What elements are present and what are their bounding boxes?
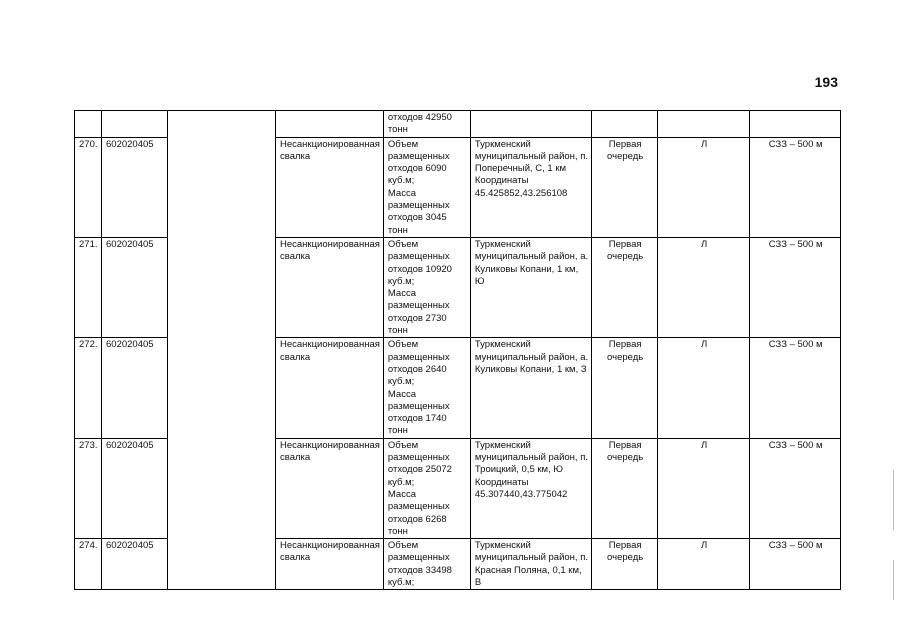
waste-code-text: 602020405: [106, 540, 154, 552]
waste-amount-line: куб.м;: [387, 576, 415, 588]
waste-amount-line: Масса: [387, 488, 416, 500]
priority-line: очередь: [607, 351, 644, 363]
row-number: [75, 539, 102, 590]
waste-amount-line: тонн: [387, 525, 408, 537]
object-type-line: свалка: [280, 351, 311, 363]
location: [470, 137, 591, 237]
object-type-line: Несанкционированная: [280, 339, 380, 351]
location-cell: [470, 111, 591, 138]
waste-amount-line: тонн: [387, 325, 408, 337]
mark: [658, 338, 750, 438]
sanitary-zone-text: СЗЗ – 500 м: [768, 138, 823, 150]
waste-code: [102, 539, 168, 590]
page-number: 193: [814, 74, 838, 90]
row-number: [75, 237, 102, 337]
merged-empty-cell: [168, 111, 276, 590]
waste-amount: [383, 137, 470, 237]
row-number-text: 270.: [79, 138, 98, 150]
waste-amount-line: Объем: [387, 339, 419, 351]
object-type-line: свалка: [280, 251, 311, 263]
sanitary-zone: [750, 237, 841, 337]
object-type: [276, 237, 384, 337]
object-type: [276, 338, 384, 438]
row-number: [75, 438, 102, 538]
location-line: муниципальный район, п.: [474, 552, 588, 564]
waste-amount-line: куб.м;: [387, 275, 415, 287]
waste-amount-line: размещенных: [387, 552, 450, 564]
row-number-text: 273.: [79, 439, 98, 451]
object-type: [276, 539, 384, 590]
mark-text: Л: [701, 439, 708, 451]
location-line: 45.425852,43.256108: [474, 187, 568, 199]
row-number: [75, 338, 102, 438]
waste-amount-line: Масса: [387, 187, 416, 199]
continuation-row: [75, 111, 841, 138]
waste-amount-line: куб.м;: [387, 175, 415, 187]
waste-code-text: 602020405: [106, 238, 154, 250]
priority: [592, 237, 658, 337]
location: [470, 539, 591, 590]
mark: [658, 237, 750, 337]
location-line: Туркменский: [474, 238, 531, 250]
location: [470, 438, 591, 538]
object-type-line: свалка: [280, 552, 311, 564]
object-type-line: Несанкционированная: [280, 540, 380, 552]
num-cell: [75, 111, 102, 138]
sanitary-zone: [750, 539, 841, 590]
waste-amount-line: тонн: [387, 425, 408, 437]
sanitary-zone: [750, 438, 841, 538]
priority: [592, 539, 658, 590]
priority-line: очередь: [607, 452, 644, 464]
location-line: муниципальный район, п.: [474, 452, 588, 464]
waste-amount-line: отходов 6090: [387, 163, 447, 175]
waste-amount-line: куб.м;: [387, 476, 415, 488]
object-type: [276, 438, 384, 538]
priority-line: очередь: [607, 251, 644, 263]
location: [470, 237, 591, 337]
waste-amount-line: размещенных: [387, 452, 450, 464]
waste-amount-line: Масса: [387, 388, 416, 400]
location-line: муниципальный район, п.: [474, 150, 588, 162]
amount-cell: [383, 111, 470, 138]
waste-amount-line: размещенных: [387, 501, 450, 513]
object-type-line: Несанкционированная: [280, 238, 380, 250]
object-type-line: Несанкционированная: [280, 439, 380, 451]
priority: [592, 438, 658, 538]
location-line: Туркменский: [474, 540, 531, 552]
waste-amount-line: отходов 6268: [387, 513, 447, 525]
priority-line: Первая: [608, 138, 642, 150]
type-cell: [276, 111, 384, 138]
waste-amount-line: отходов 3045: [387, 212, 447, 224]
location-line: Куликовы Копани, 1 км,: [474, 263, 579, 275]
location: [470, 338, 591, 438]
waste-amount-line: размещенных: [387, 200, 450, 212]
priority-line: Первая: [608, 339, 642, 351]
waste-code-text: 602020405: [106, 138, 154, 150]
priority-line: очередь: [607, 150, 644, 162]
waste-amount-line: куб.м;: [387, 376, 415, 388]
priority: [592, 137, 658, 237]
location-line: Красная Поляна, 0,1 км,: [474, 564, 582, 576]
priority-line: Первая: [608, 540, 642, 552]
waste-code: [102, 338, 168, 438]
location-line: Троицкий, 0,5 км, Ю: [474, 464, 563, 476]
sanitary-zone: [750, 137, 841, 237]
waste-amount-line: размещенных: [387, 300, 450, 312]
mark-text: Л: [701, 138, 708, 150]
code-cell: [102, 111, 168, 138]
zone-cell: [750, 111, 841, 138]
sanitary-zone: [750, 338, 841, 438]
waste-amount: [383, 438, 470, 538]
waste-amount-line: отходов 33498: [387, 564, 452, 576]
waste-sites-table: [74, 110, 841, 590]
priority-line: очередь: [607, 552, 644, 564]
row-number-text: 274.: [79, 540, 98, 552]
waste-amount-line: Объем: [387, 540, 419, 552]
object-type-line: свалка: [280, 452, 311, 464]
waste-amount-line: отходов 2730: [387, 312, 447, 324]
waste-amount-line: размещенных: [387, 150, 450, 162]
waste-amount-line: отходов 2640: [387, 363, 447, 375]
row-number-text: 271.: [79, 238, 98, 250]
waste-code: [102, 438, 168, 538]
waste-amount-line: Масса: [387, 288, 416, 300]
waste-code: [102, 237, 168, 337]
scan-edge-mark: [893, 560, 894, 600]
sanitary-zone-text: СЗЗ – 500 м: [768, 339, 823, 351]
sanitary-zone-text: СЗЗ – 500 м: [768, 439, 823, 451]
location-line: Туркменский: [474, 439, 531, 451]
waste-code-text: 602020405: [106, 339, 154, 351]
mark-text: Л: [701, 540, 708, 552]
sanitary-zone-text: СЗЗ – 500 м: [768, 540, 823, 552]
scan-edge-mark: [893, 470, 894, 530]
waste-amount-line: отходов 25072: [387, 464, 452, 476]
mark: [658, 137, 750, 237]
waste-amount-line: отходов 1740: [387, 413, 447, 425]
waste-code: [102, 137, 168, 237]
amount-line: тонн: [387, 124, 408, 136]
location-line: муниципальный район, а.: [474, 351, 589, 363]
queue-cell: [592, 111, 658, 138]
priority: [592, 338, 658, 438]
mark: [658, 438, 750, 538]
location-line: 45.307440,43.775042: [474, 488, 568, 500]
waste-amount-line: отходов 10920: [387, 263, 452, 275]
row-number: [75, 137, 102, 237]
mark-text: Л: [701, 238, 708, 250]
waste-amount: [383, 338, 470, 438]
sanitary-zone-text: СЗЗ – 500 м: [768, 238, 823, 250]
waste-amount: [383, 237, 470, 337]
location-line: Куликовы Копани, 1 км, З: [474, 363, 587, 375]
row-number-text: 272.: [79, 339, 98, 351]
object-type: [276, 137, 384, 237]
amount-line: отходов 42950: [387, 112, 452, 123]
waste-amount-line: тонн: [387, 224, 408, 236]
mark: [658, 539, 750, 590]
mark-cell: [658, 111, 750, 138]
location-line: В: [474, 576, 482, 588]
priority-line: Первая: [608, 439, 642, 451]
location-line: Туркменский: [474, 138, 531, 150]
location-line: Координаты: [474, 476, 529, 488]
mark-text: Л: [701, 339, 708, 351]
waste-amount-line: размещенных: [387, 251, 450, 263]
location-line: Ю: [474, 275, 485, 287]
waste-amount-line: размещенных: [387, 400, 450, 412]
location-line: Туркменский: [474, 339, 531, 351]
location-line: муниципальный район, а.: [474, 251, 589, 263]
waste-amount-line: Объем: [387, 439, 419, 451]
object-type-line: свалка: [280, 150, 311, 162]
location-line: Поперечный, С, 1 км: [474, 163, 567, 175]
object-type-line: Несанкционированная: [280, 138, 380, 150]
waste-amount-line: Объем: [387, 138, 419, 150]
waste-amount-line: размещенных: [387, 351, 450, 363]
location-line: Координаты: [474, 175, 529, 187]
priority-line: Первая: [608, 238, 642, 250]
waste-code-text: 602020405: [106, 439, 154, 451]
waste-amount-line: Объем: [387, 238, 419, 250]
waste-amount: [383, 539, 470, 590]
